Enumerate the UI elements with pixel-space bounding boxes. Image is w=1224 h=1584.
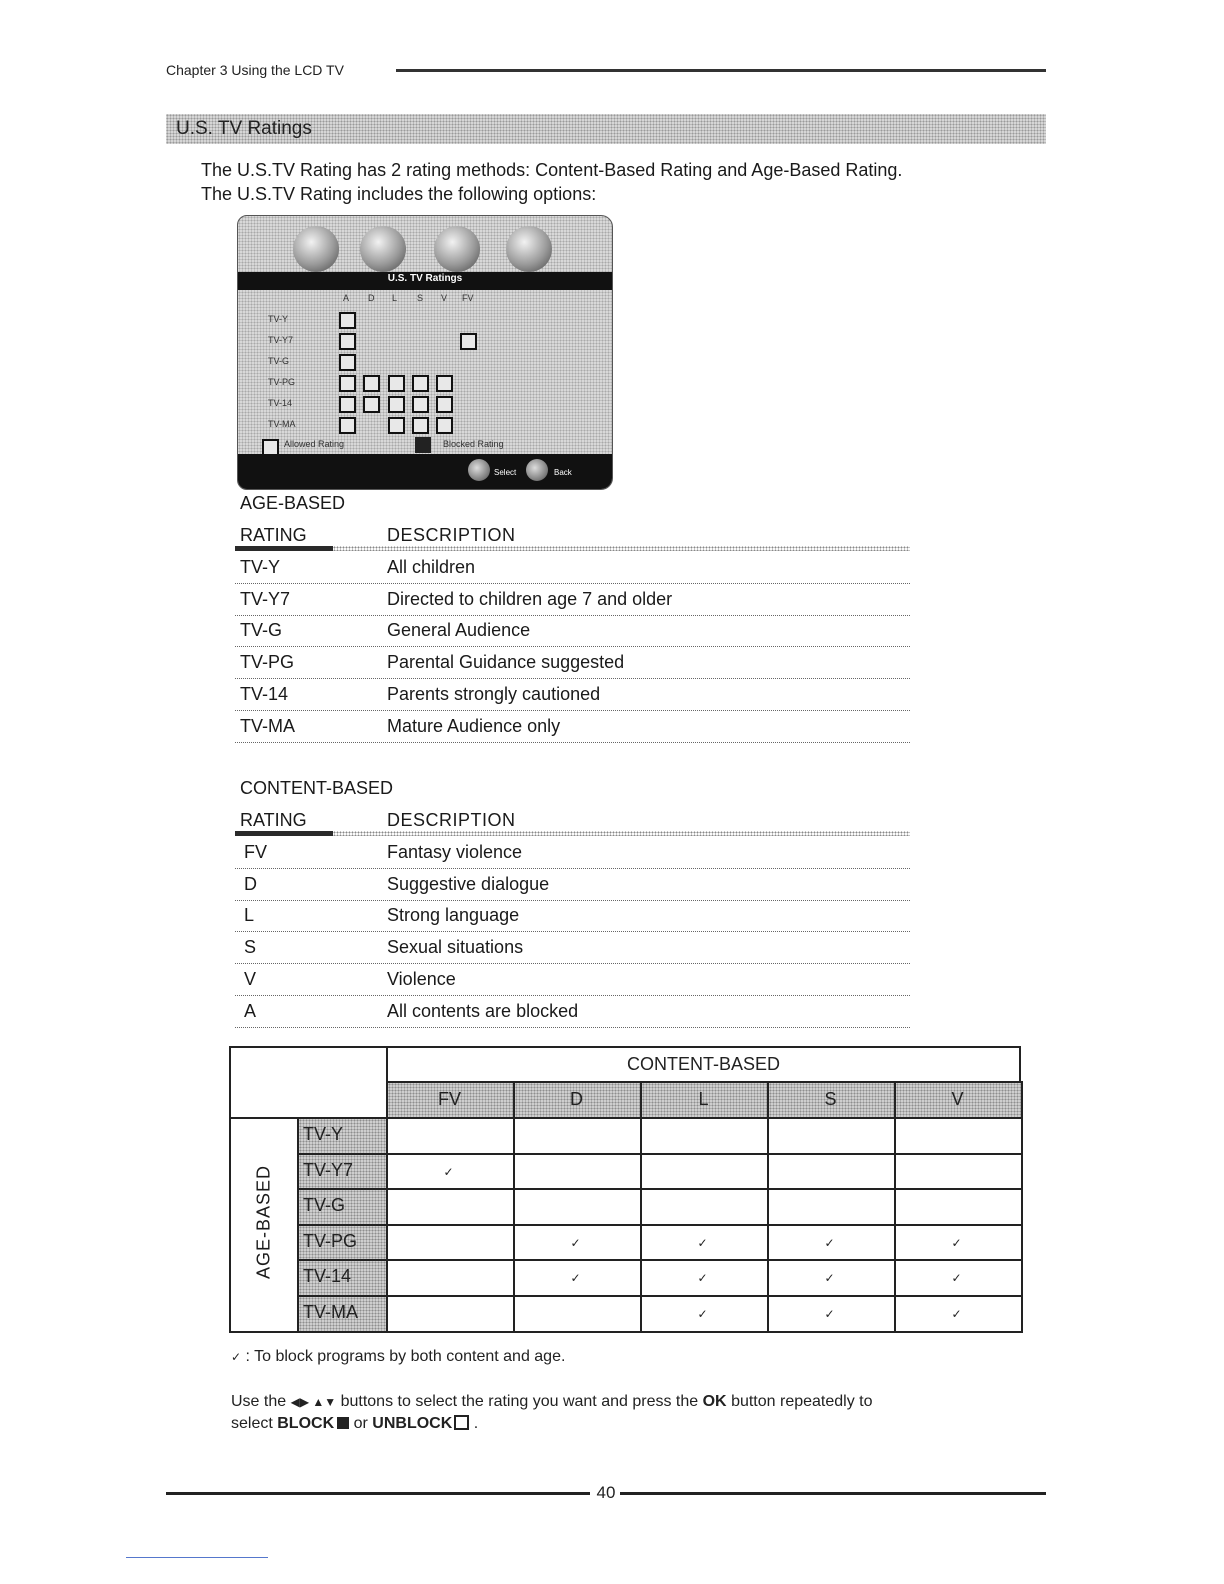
ok-label: OK bbox=[702, 1393, 727, 1410]
osd-checkbox bbox=[363, 375, 380, 392]
osd-checkbox bbox=[436, 396, 453, 413]
check-mark-icon: ✓ bbox=[951, 1307, 962, 1321]
content-based-title: CONTENT-BASED bbox=[240, 778, 394, 798]
lock-icon bbox=[506, 226, 552, 272]
rating-description: Strong language bbox=[387, 905, 520, 926]
osd-back-label: Back bbox=[554, 468, 572, 477]
osd-checkbox bbox=[339, 312, 356, 329]
matrix-col-header-text: L bbox=[698, 1089, 709, 1109]
osd-checkbox bbox=[436, 417, 453, 434]
rating-code: A bbox=[244, 1000, 257, 1021]
matrix-cell bbox=[386, 1224, 515, 1262]
matrix-row-header-text: TV-Y bbox=[303, 1124, 344, 1144]
setup-icon bbox=[434, 226, 480, 272]
rating-code: TV-G bbox=[240, 620, 283, 641]
check-mark-icon: ✓ bbox=[697, 1307, 708, 1321]
instr-text-1: Use the bbox=[231, 1393, 287, 1410]
matrix-row-header-text: TV-PG bbox=[303, 1230, 358, 1251]
osd-title: U.S. TV Ratings bbox=[387, 273, 463, 284]
rating-description: All contents are blocked bbox=[387, 1000, 579, 1021]
rating-description: Violence bbox=[387, 968, 456, 989]
content-header-bar bbox=[235, 831, 333, 836]
row-divider bbox=[235, 646, 910, 647]
rating-description: All children bbox=[387, 557, 476, 577]
osd-allowed-label: Allowed Rating bbox=[284, 439, 345, 449]
block-label: BLOCK bbox=[277, 1415, 335, 1432]
osd-select-label: Select bbox=[494, 468, 517, 477]
header-rule bbox=[396, 69, 1046, 72]
matrix-col-header-text: D bbox=[570, 1089, 583, 1109]
content-header-dots bbox=[333, 831, 910, 836]
back-button-icon bbox=[526, 459, 548, 481]
age-header-description: DESCRIPTION bbox=[387, 525, 516, 545]
row-divider bbox=[235, 995, 910, 996]
bottom-edge-line bbox=[126, 1557, 268, 1558]
osd-col-d: D bbox=[368, 293, 375, 303]
row-divider bbox=[235, 868, 910, 869]
row-divider bbox=[235, 1027, 910, 1028]
osd-row-tvpg: TV-PG bbox=[268, 377, 296, 387]
matrix-col-header-text: V bbox=[951, 1089, 964, 1109]
row-divider bbox=[235, 931, 910, 932]
footer-rule-right bbox=[620, 1492, 1046, 1495]
rating-description: Fantasy violence bbox=[387, 842, 523, 862]
osd-checkbox bbox=[436, 375, 453, 392]
page-number: 40 bbox=[596, 1483, 616, 1502]
matrix-cell bbox=[640, 1188, 769, 1226]
osd-col-s: S bbox=[417, 293, 424, 303]
osd-checkbox bbox=[460, 333, 477, 350]
matrix-cell bbox=[386, 1295, 515, 1333]
osd-screenshot bbox=[237, 215, 613, 490]
content-header-rating: RATING bbox=[240, 810, 307, 830]
intro-line-1: The U.S.TV Rating has 2 rating methods: Content-Based Rating and Age-Based Rating. bbox=[201, 160, 903, 180]
rating-code: TV-Y7 bbox=[240, 588, 291, 609]
age-based-vertical-text: AGE-BASED bbox=[253, 1164, 274, 1280]
matrix-row-header-text: TV-MA bbox=[303, 1302, 359, 1322]
check-mark-icon: ✓ bbox=[570, 1271, 581, 1286]
rating-code: L bbox=[244, 905, 255, 926]
osd-checkbox bbox=[339, 417, 356, 434]
matrix-cell bbox=[386, 1117, 515, 1155]
rating-code: S bbox=[244, 937, 257, 958]
instr-text-or: or bbox=[353, 1415, 368, 1432]
matrix-cell bbox=[894, 1188, 1023, 1226]
rating-code: FV bbox=[244, 842, 268, 862]
instructions bbox=[231, 1391, 873, 1435]
rating-code: TV-MA bbox=[240, 715, 296, 736]
osd-col-a: A bbox=[343, 293, 350, 303]
content-based-header-text: CONTENT-BASED bbox=[626, 1054, 781, 1074]
rating-code: D bbox=[244, 873, 257, 894]
osd-row-tvma: TV-MA bbox=[268, 419, 296, 429]
matrix-cell bbox=[767, 1153, 896, 1191]
rating-description: Parents strongly cautioned bbox=[387, 683, 601, 704]
row-divider bbox=[235, 678, 910, 679]
check-legend bbox=[231, 1348, 565, 1366]
osd-row-tvg: TV-G bbox=[268, 356, 290, 366]
matrix-cell bbox=[894, 1117, 1023, 1155]
check-legend-mark: ✓ bbox=[231, 1350, 242, 1364]
matrix-row-header-text: TV-G bbox=[303, 1195, 346, 1216]
osd-row-tv14: TV-14 bbox=[268, 398, 293, 408]
rating-description: Mature Audience only bbox=[387, 715, 561, 736]
age-header-dots bbox=[333, 546, 910, 551]
check-mark-icon: ✓ bbox=[824, 1307, 835, 1321]
matrix-col-header-text: S bbox=[824, 1089, 837, 1109]
osd-checkbox bbox=[339, 333, 356, 350]
rating-description: Sexual situations bbox=[387, 937, 524, 958]
arrow-buttons-icon: ◀▶ ▲▼ bbox=[290, 1395, 337, 1409]
matrix-cell bbox=[767, 1117, 896, 1155]
osd-checkbox bbox=[388, 375, 405, 392]
row-divider bbox=[235, 710, 910, 711]
rating-description: General Audience bbox=[387, 620, 531, 641]
section-title: U.S. TV Ratings bbox=[176, 118, 312, 139]
osd-col-l: L bbox=[392, 293, 398, 303]
blocked-box-icon bbox=[415, 437, 431, 453]
block-icon bbox=[337, 1417, 349, 1429]
row-divider bbox=[235, 583, 910, 584]
rating-code: TV-14 bbox=[240, 683, 289, 704]
osd-blocked-label: Blocked Rating bbox=[443, 439, 504, 449]
row-divider bbox=[235, 615, 910, 616]
matrix-cell bbox=[640, 1153, 769, 1191]
check-mark-icon: ✓ bbox=[951, 1271, 962, 1286]
rating-description: Directed to children age 7 and older bbox=[387, 588, 673, 609]
age-based-title: AGE-BASED bbox=[240, 493, 346, 513]
matrix-cell bbox=[767, 1188, 896, 1226]
osd-row-tvy7: TV-Y7 bbox=[268, 335, 294, 345]
row-divider bbox=[235, 900, 910, 901]
sound-icon bbox=[360, 226, 406, 272]
row-divider bbox=[235, 963, 910, 964]
check-mark-icon: ✓ bbox=[570, 1235, 581, 1250]
osd-checkbox bbox=[412, 396, 429, 413]
content-header-description: DESCRIPTION bbox=[387, 810, 516, 830]
age-header-rating: RATING bbox=[240, 525, 307, 545]
chapter-header: Chapter 3 Using the LCD TV bbox=[166, 62, 344, 78]
picture-icon bbox=[293, 226, 339, 272]
matrix-cell bbox=[640, 1117, 769, 1155]
footer-rule-left bbox=[166, 1492, 590, 1495]
age-header-bar bbox=[235, 546, 333, 551]
unblock-icon bbox=[454, 1415, 469, 1430]
check-legend-text: : To block programs by both content and age. bbox=[245, 1348, 566, 1365]
intro-line-2: The U.S.TV Rating includes the following options: bbox=[201, 184, 597, 204]
check-mark-icon: ✓ bbox=[824, 1271, 835, 1286]
osd-checkbox bbox=[388, 396, 405, 413]
instr-text-end: . bbox=[473, 1415, 479, 1432]
check-mark-icon: ✓ bbox=[824, 1235, 835, 1250]
matrix-col-header-text: FV bbox=[437, 1089, 461, 1109]
instr-text-4: select bbox=[231, 1415, 273, 1432]
rating-description: Suggestive dialogue bbox=[387, 873, 550, 894]
matrix-cell bbox=[513, 1117, 642, 1155]
osd-col-fv: FV bbox=[462, 293, 474, 303]
rating-description: Parental Guidance suggested bbox=[387, 652, 625, 673]
osd-checkbox bbox=[339, 396, 356, 413]
rating-code: V bbox=[244, 968, 257, 989]
osd-checkbox bbox=[339, 354, 356, 371]
instr-text-3: button repeatedly to bbox=[731, 1393, 873, 1410]
check-mark-icon: ✓ bbox=[697, 1235, 708, 1250]
osd-checkbox bbox=[412, 417, 429, 434]
matrix-cell bbox=[513, 1153, 642, 1191]
rating-code: TV-Y bbox=[240, 557, 281, 577]
osd-checkbox bbox=[412, 375, 429, 392]
matrix-cell bbox=[894, 1153, 1023, 1191]
matrix-cell bbox=[386, 1259, 515, 1297]
intro-text bbox=[201, 158, 902, 206]
osd-row-tvy: TV-Y bbox=[268, 314, 289, 324]
osd-checkbox bbox=[388, 417, 405, 434]
osd-checkbox bbox=[339, 375, 356, 392]
osd-col-v: V bbox=[441, 293, 448, 303]
check-mark-icon: ✓ bbox=[443, 1164, 454, 1179]
unblock-label: UNBLOCK bbox=[372, 1415, 453, 1432]
select-button-icon bbox=[468, 459, 490, 481]
matrix-row-header-text: TV-14 bbox=[303, 1266, 352, 1287]
check-mark-icon: ✓ bbox=[697, 1271, 708, 1286]
osd-checkbox bbox=[363, 396, 380, 413]
rating-code: TV-PG bbox=[240, 652, 295, 673]
matrix-cell bbox=[513, 1188, 642, 1226]
row-divider bbox=[235, 742, 910, 743]
check-mark-icon: ✓ bbox=[951, 1235, 962, 1250]
matrix-cell bbox=[386, 1188, 515, 1226]
matrix-corner bbox=[229, 1046, 388, 1119]
matrix-row-header-text: TV-Y7 bbox=[303, 1159, 354, 1180]
matrix-cell bbox=[513, 1295, 642, 1333]
instr-text-2: buttons to select the rating you want and press the bbox=[340, 1393, 699, 1410]
